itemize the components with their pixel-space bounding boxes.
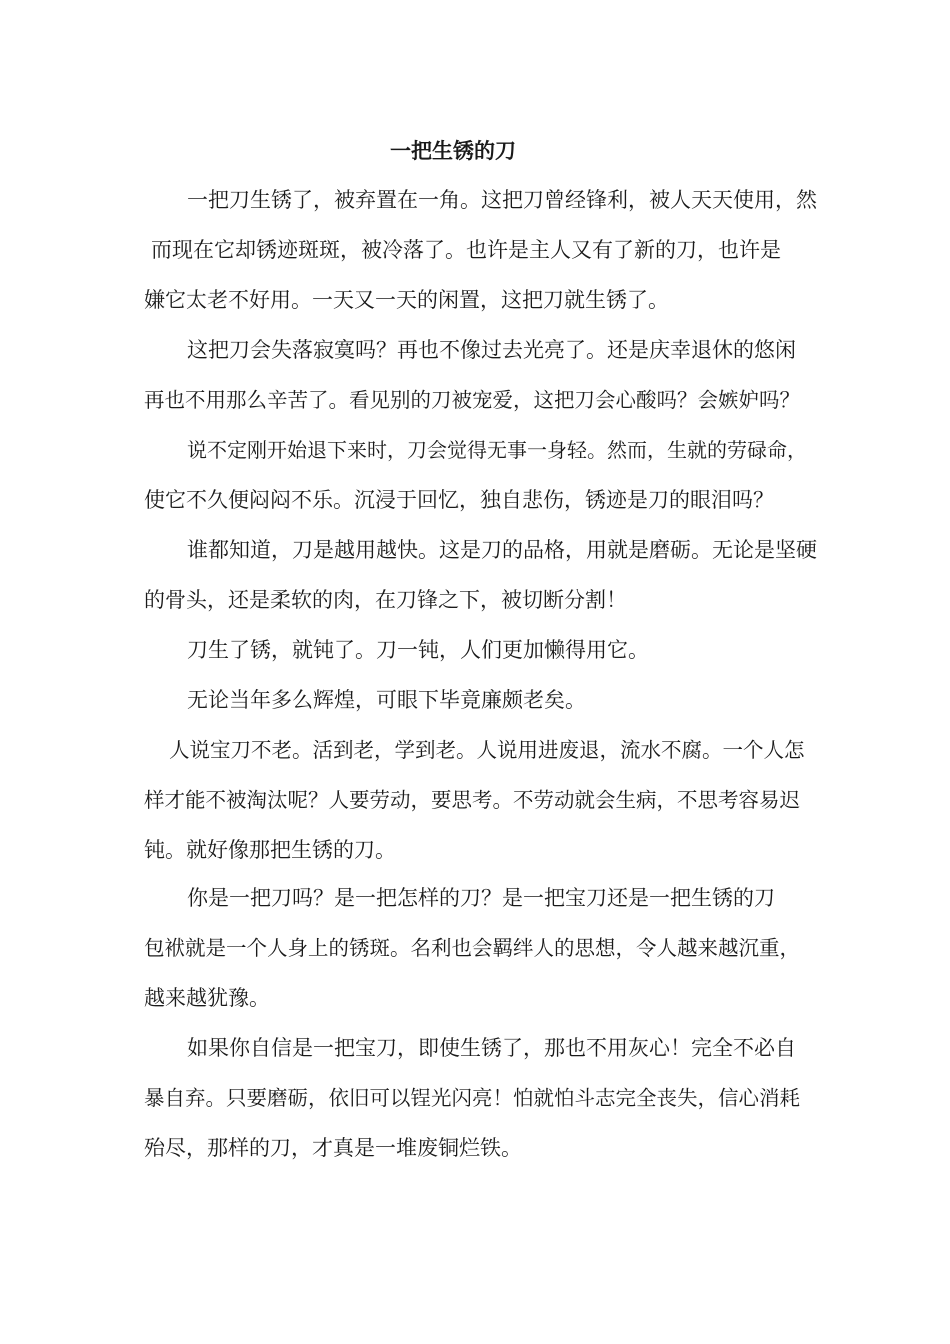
paragraph-line: 无论当年多么辉煌，可眼下毕竟廉颇老矣。 (187, 688, 586, 712)
paragraph-line: 而现在它却锈迹斑斑，被冷落了。也许是主人又有了新的刀，也许是 (151, 238, 781, 262)
document-title: 一把生锈的刀 (390, 139, 516, 163)
paragraph-line: 你是一把刀吗？是一把怎样的刀？是一把宝刀还是一把生锈的刀 (187, 886, 775, 910)
paragraph-line: 包袱就是一个人身上的锈斑。名利也会羁绊人的思想，令人越来越沉重， (144, 936, 800, 960)
paragraph-line: 人说宝刀不老。活到老，学到老。人说用进废退，流水不腐。一个人怎 (169, 738, 805, 762)
paragraph-line: 使它不久便闷闷不乐。沉浸于回忆，独自悲伤，锈迹是刀的眼泪吗？ (144, 488, 774, 512)
paragraph-line: 钝。就好像那把生锈的刀。 (144, 838, 396, 862)
paragraph-line: 说不定刚开始退下来时，刀会觉得无事一身轻。然而，生就的劳碌命， (187, 438, 807, 462)
paragraph-line: 刀生了锈，就钝了。刀一钝，人们更加懒得用它。 (187, 638, 649, 662)
paragraph-line: 如果你自信是一把宝刀，即使生锈了，那也不用灰心！完全不必自 (187, 1036, 796, 1060)
paragraph-line: 这把刀会失落寂寞吗？再也不像过去光亮了。还是庆幸退休的悠闲 (187, 338, 796, 362)
paragraph-line: 暴自弃。只要磨砺，依旧可以锃光闪亮！怕就怕斗志完全丧失，信心消耗 (144, 1086, 800, 1110)
paragraph-line: 再也不用那么辛苦了。看见别的刀被宠爱，这把刀会心酸吗？会嫉妒吗？ (144, 388, 800, 412)
paragraph-line: 殆尽，那样的刀，才真是一堆废铜烂铁。 (144, 1136, 522, 1160)
paragraph-line: 的骨头，还是柔软的肉，在刀锋之下，被切断分割！ (144, 588, 627, 612)
paragraph-line: 一把刀生锈了，被弃置在一角。这把刀曾经锋利，被人天天使用，然 (187, 188, 817, 212)
paragraph-line: 越来越犹豫。 (144, 986, 270, 1010)
paragraph-line: 谁都知道，刀是越用越快。这是刀的品格，用就是磨砺。无论是坚硬 (187, 538, 817, 562)
paragraph-line: 嫌它太老不好用。一天又一天的闲置，这把刀就生锈了。 (144, 288, 669, 312)
paragraph-line: 样才能不被淘汰呢？人要劳动，要思考。不劳动就会生病，不思考容易迟 (144, 788, 800, 812)
